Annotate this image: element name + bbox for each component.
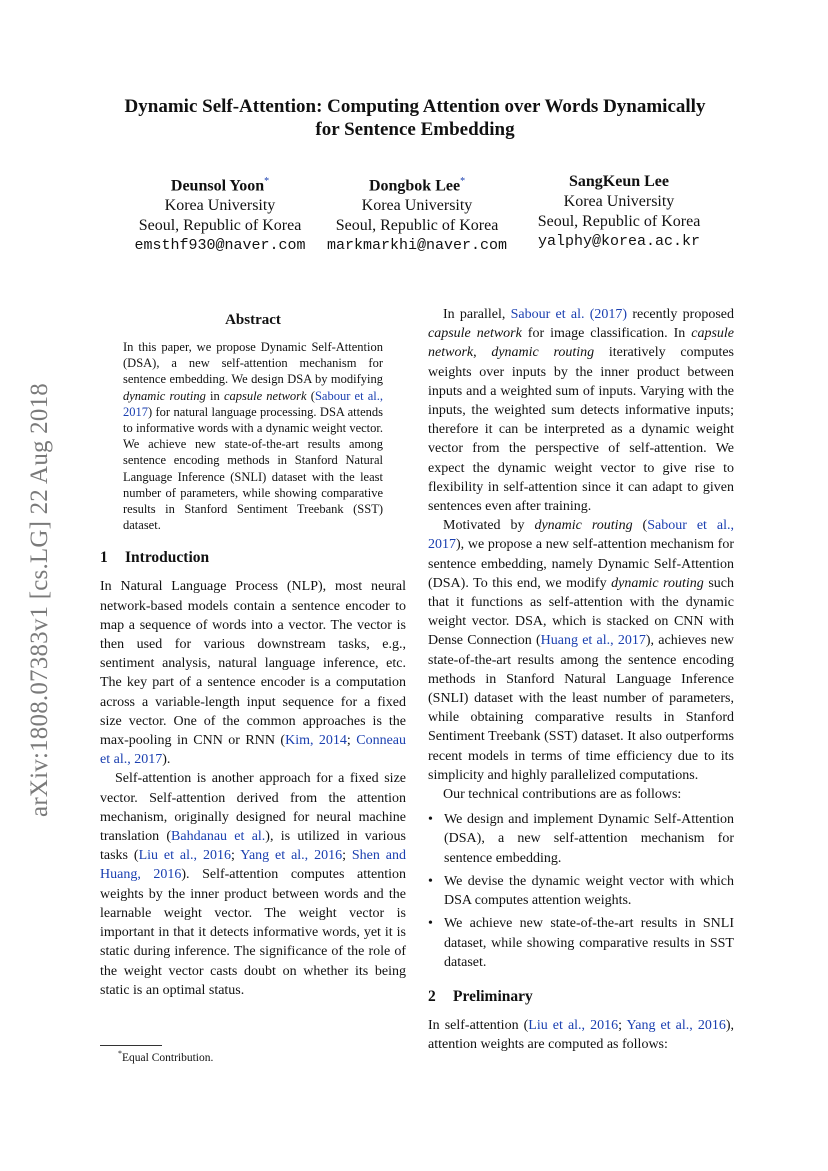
author-affiliation: Korea University	[361, 197, 473, 215]
citation-link[interactable]: Sabour et al., 2017	[428, 518, 734, 553]
intro-paragraph-4: Motivated by dynamic routing (Sabour et al., 2017), we propose a new self-attention mechanism for sentence embedding, namely Dynamic Self-Attention (DSA). To this end, we modify dynamic routing such that it functions as self-attention with the dynamic weight vector. DSA, which is stacked on CNN with Dense Connection (Huang et al., 2017), achieves new state-of-the-art results among the sentence encoding methods in Stanford Natural Language Inference (SNLI) dataset with the least number of parameters, while obtaining comparative results in Stanford Sentiment Treebank (SST) dataset. It also outperforms recent models in terms of time efficiency due to its simplicity and highly parallelized computations.	[428, 518, 735, 783]
intro-paragraph-1: In Natural Language Process (NLP), most neural network-based models contain a sentence encoder to map a sequence of words into a vector. The vector is then used for various downstream tasks, e.g., sentiment analysis, natural language inference, etc. The key part of a sentence encoder is a computation across a variable-length input sequence for a fixed size vector. One of the common approaches is the max-pooling in CNN or RNN (Kim, 2014; Conneau et al., 2017).	[100, 579, 406, 768]
bullet-icon: •	[428, 873, 433, 889]
section-number: 1	[100, 549, 108, 567]
contributions-list	[428, 810, 734, 972]
author-3	[509, 172, 729, 252]
arxiv-id: arXiv:1808.07383v1 [cs.LG] 22 Aug 2018	[26, 383, 53, 817]
citation-link[interactable]: Yang et al., 2016	[626, 1017, 726, 1033]
author-location: Seoul, Republic of Korea	[537, 213, 701, 230]
list-item: • We devise the dynamic weight vector with which DSA computes attention weights.	[428, 873, 734, 909]
footnote-divider	[100, 1045, 162, 1046]
list-item: • We achieve new state-of-the-art results in SNLI dataset, while showing comparative results in SST dataset.	[428, 916, 734, 970]
author-2	[307, 172, 527, 256]
author-email: emsthf930@naver.com	[134, 237, 306, 255]
citation-link[interactable]: Sabour et al. (2017)	[510, 307, 628, 322]
citation-link[interactable]: Bahdanau et al.	[171, 829, 266, 845]
footnote	[118, 1049, 213, 1064]
author-location: Seoul, Republic of Korea	[335, 217, 499, 235]
section-number: 2	[428, 987, 436, 1005]
paper-title	[90, 95, 740, 141]
right-column	[428, 305, 734, 1054]
author-affiliation: Korea University	[563, 193, 675, 210]
citation-link[interactable]: Yang et al., 2016	[240, 848, 343, 864]
author-affiliation: Korea University	[164, 197, 276, 215]
abstract-text: In this paper, we propose Dynamic Self-Attention (DSA), a new self-attention mechanism for sentence embedding. We design DSA by modifying dynamic routing in capsule network (Sabour et al., 2017) for natural language processing. DSA attends to informative words with a dynamic weight vector. We achieve new state-of-the-art results among sentence encoding methods in Stanford Natural Language Inference (SNLI) dataset with the least number of parameters, while showing comparative results in Stanford Sentiment Treebank (SST) dataset.	[123, 340, 383, 533]
section-title: Preliminary	[453, 987, 533, 1005]
section-title: Introduction	[125, 549, 210, 567]
author-name: Deunsol Yoon	[170, 177, 265, 195]
left-column	[100, 305, 406, 1000]
section-heading-preliminary	[428, 986, 734, 1008]
contributions-intro: Our technical contributions are as follows:	[443, 787, 682, 803]
title-line-1: Dynamic Self-Attention: Computing Attention over Words Dynamically	[124, 96, 706, 117]
citation-link[interactable]: Liu et al., 2016	[528, 1017, 619, 1033]
footnote-text: Equal Contribution.	[122, 1051, 214, 1064]
citation-link[interactable]: Shen and Huang, 2016	[100, 848, 407, 883]
footnote-mark: *	[118, 1049, 122, 1058]
citation-link[interactable]: Kim, 2014	[285, 733, 347, 749]
equal-contribution-mark[interactable]: *	[264, 176, 270, 187]
intro-paragraph-2: Self-attention is another approach for a fixed size vector. Self-attention derived from the attention mechanism, originally designed for neural machine translation (Bahdanau et al.), is utilized in various tasks (Liu et al., 2016; Yang et al., 2016; Shen and Huang, 2016). Self-attention computes attention weights by the inner product between words and the learnable weight vector. The weight vector is important in that it detects informative words, yet it is static during inference. The significance of the role of the weight vector casts doubt on whether its being static is an optimal status.	[100, 771, 407, 998]
list-item: • We design and implement Dynamic Self-Attention (DSA), a new self-attention mechanism for sentence embedding.	[428, 812, 734, 866]
author-email: markmarkhi@naver.com	[326, 237, 508, 255]
intro-paragraph-3: In parallel, Sabour et al. (2017) recently proposed capsule network for image classification. In capsule network, dynamic routing iteratively computes weights over inputs by the inner product between inputs and a weighted sum of inputs. Varying with the inputs, the weighted sum detects informative inputs; therefore it can be interpreted as a dynamic weight vector from the perspective of self-attention. We expect the dynamic weight vector to give rise to flexibility in self-attention since it can adapt to given sentences even after training.	[428, 307, 734, 515]
citation-link[interactable]: Liu et al., 2016	[138, 848, 231, 864]
author-name: Dongbok Lee	[368, 177, 461, 195]
author-location: Seoul, Republic of Korea	[138, 217, 302, 235]
abstract-heading: Abstract	[225, 312, 281, 328]
author-block	[110, 172, 730, 255]
author-email: yalphy@korea.ac.kr	[537, 233, 701, 250]
author-1	[110, 172, 330, 256]
bullet-icon: •	[428, 812, 433, 828]
bullet-icon: •	[428, 916, 433, 932]
citation-link[interactable]: Huang et al., 2017	[540, 633, 646, 649]
equal-contribution-mark[interactable]: *	[460, 176, 466, 187]
section-heading-introduction	[100, 547, 406, 569]
preliminary-paragraph-1: In self-attention (Liu et al., 2016; Yang et al., 2016), attention weights are computed as follows:	[428, 1017, 735, 1053]
arxiv-identifier-sidebar	[20, 340, 60, 860]
title-line-2: for Sentence Embedding	[315, 119, 515, 140]
citation-link[interactable]: Sabour et al., 2017	[123, 388, 383, 419]
author-name: SangKeun Lee	[568, 173, 669, 190]
citation-link[interactable]: Conneau et al., 2017	[100, 733, 406, 768]
